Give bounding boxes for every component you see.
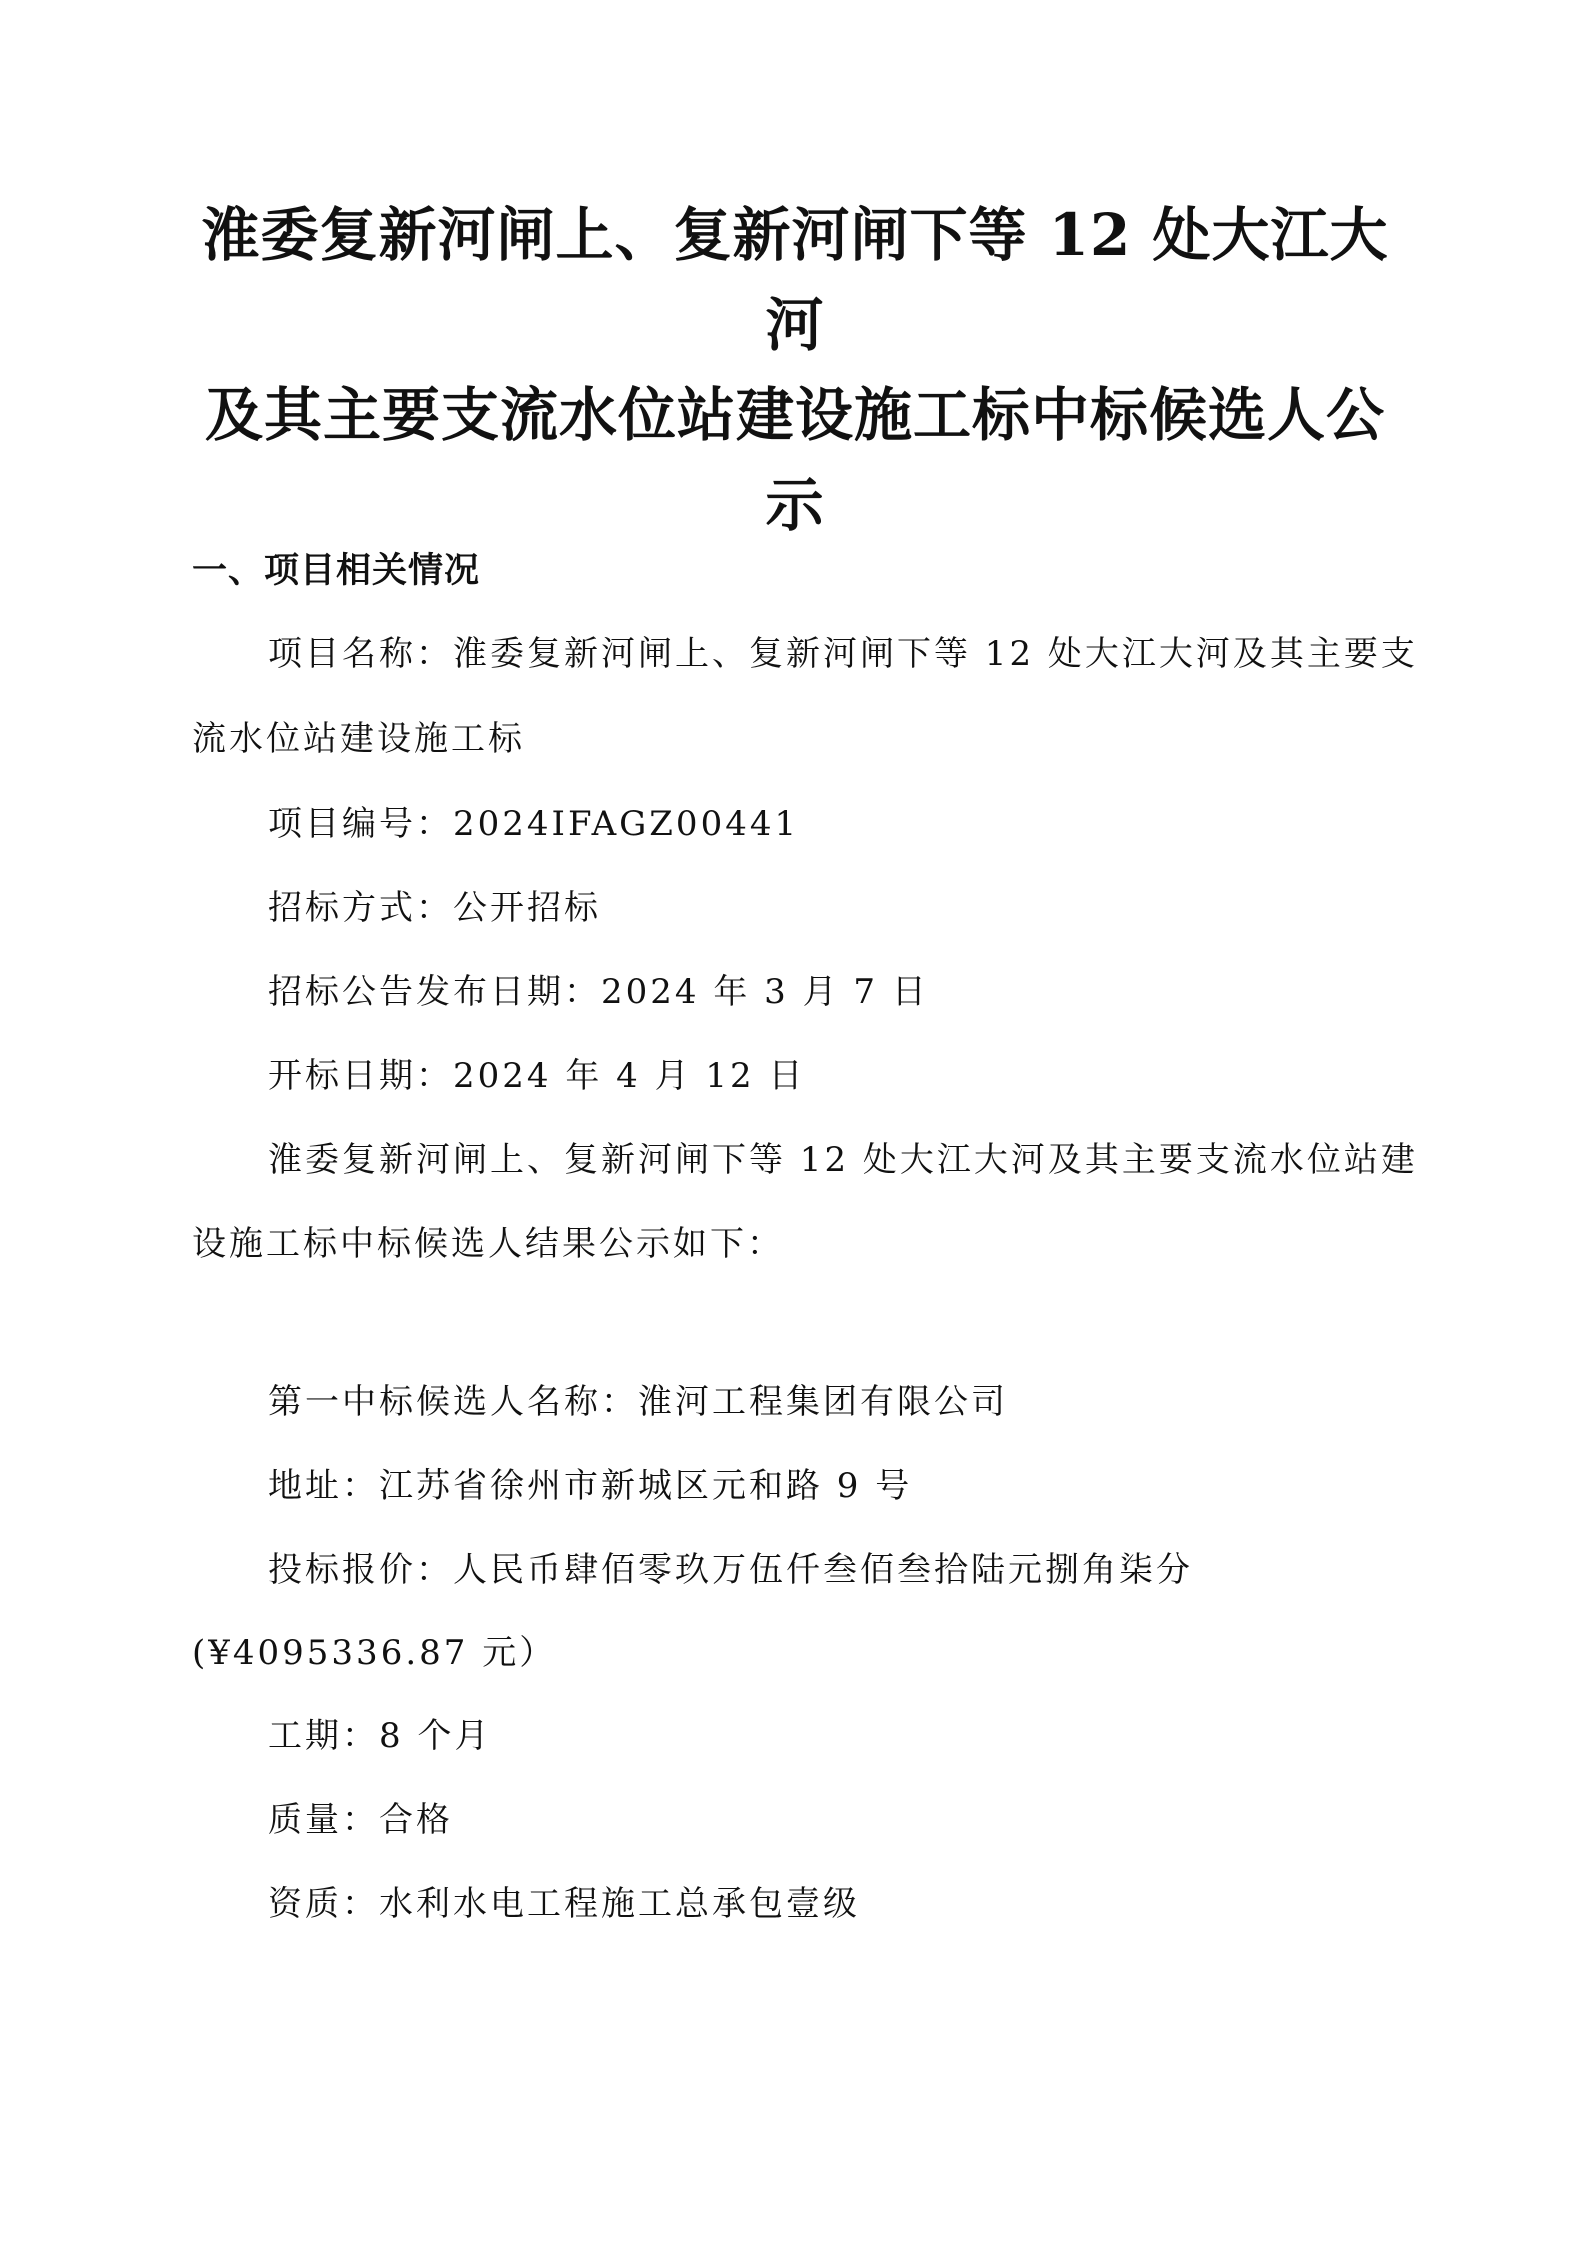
candidate-1-quality: 质量：合格: [268, 1800, 453, 1840]
result-intro-line-1: 淮委复新河闸上、复新河闸下等 12 处大江大河及其主要支流水位站建: [268, 1140, 1418, 1180]
candidate-1-period: 工期：8 个月: [268, 1716, 492, 1756]
project-name-line-1: 项目名称：淮委复新河闸上、复新河闸下等 12 处大江大河及其主要支: [268, 634, 1418, 674]
bidding-method: 招标方式：公开招标: [268, 888, 601, 928]
result-intro-line-2: 设施工标中标候选人结果公示如下：: [192, 1224, 784, 1264]
candidate-1-bid-line-2: (¥4095336.87 元）: [192, 1633, 557, 1673]
opening-date: 开标日期：2024 年 4 月 12 日: [268, 1056, 806, 1096]
candidate-1-bid-line-1: 投标报价：人民币肆佰零玖万伍仟叁佰叁拾陆元捌角柒分: [268, 1550, 1193, 1590]
announcement-date: 招标公告发布日期：2024 年 3 月 7 日: [268, 972, 929, 1012]
section-heading-project-info: 一、项目相关情况: [192, 551, 481, 591]
candidate-1-qualification: 资质：水利水电工程施工总承包壹级: [268, 1884, 860, 1924]
title-line-3: 示: [765, 471, 825, 539]
project-name-line-2: 流水位站建设施工标: [192, 719, 525, 759]
title-line-2: 及其主要支流水位站建设施工标中标候选人公: [204, 381, 1385, 449]
document-title: [180, 190, 1410, 550]
title-line-1: 淮委复新河闸上、复新河闸下等 12 处大江大河: [201, 201, 1389, 359]
project-number: 项目编号：2024IFAGZ00441: [268, 804, 800, 844]
candidate-1-address: 地址：江苏省徐州市新城区元和路 9 号: [268, 1466, 913, 1506]
candidate-1-name: 第一中标候选人名称：淮河工程集团有限公司: [268, 1382, 1008, 1422]
